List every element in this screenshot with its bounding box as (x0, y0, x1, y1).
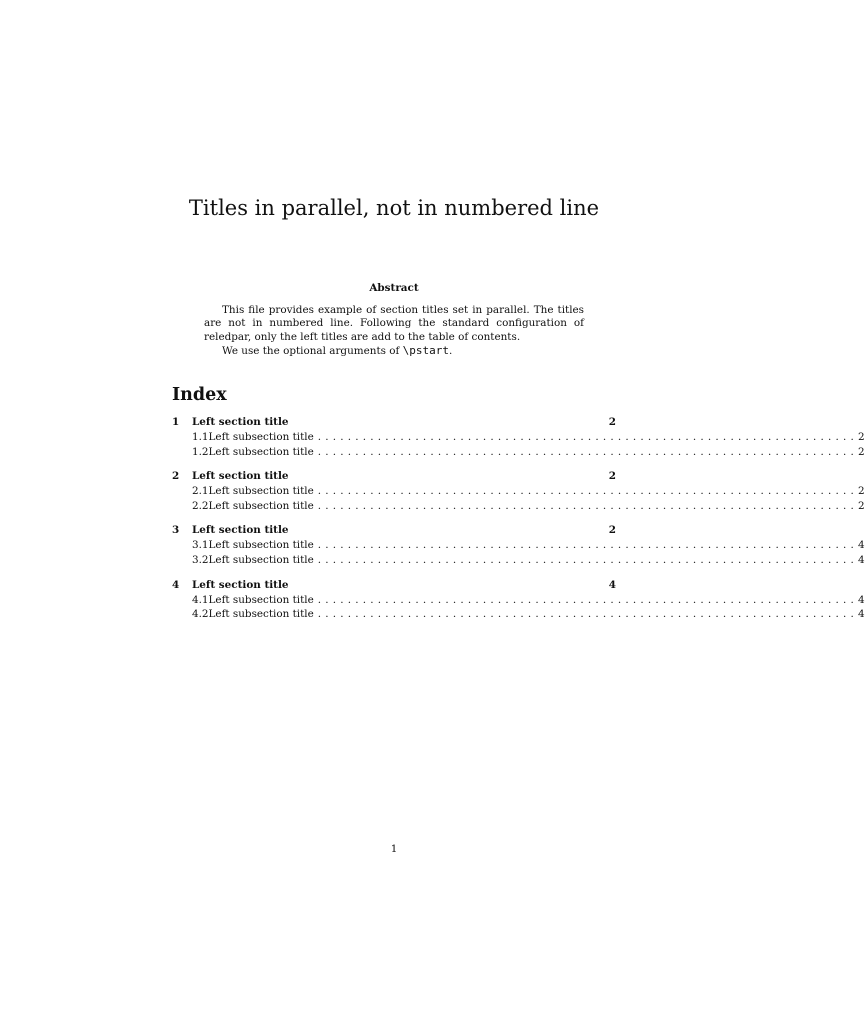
toc-section-entry[interactable] (172, 416, 616, 431)
subsection-title: Left subsection title (208, 553, 314, 566)
toc-subsection-entry[interactable] (172, 593, 865, 609)
section-page: 2 (608, 524, 616, 537)
subsection-page: 4 (858, 608, 865, 621)
dot-leader: ........................................................................ (317, 445, 858, 458)
abstract-paragraph (204, 344, 584, 359)
toc-section (172, 578, 865, 623)
subsection-page: 4 (858, 593, 865, 606)
section-page: 2 (608, 416, 616, 428)
subsection-page: 2 (858, 445, 865, 458)
dot-leader: ........................................................................ (317, 485, 858, 498)
dot-leader: ........................................................................ (317, 553, 858, 566)
subsection-title: Left subsection title (208, 445, 314, 458)
page-number: 1 (390, 843, 398, 855)
subsection-number: 3.1 (192, 539, 209, 552)
section-page: 2 (608, 470, 616, 483)
toc-subsection-entry[interactable] (172, 445, 865, 461)
subsection-page: 2 (858, 485, 865, 498)
abstract (204, 282, 584, 359)
dot-leader: ........................................................................ (317, 539, 858, 552)
subsection-title: Left subsection title (208, 485, 314, 498)
toc-subsection-entry[interactable] (172, 431, 865, 446)
toc-section (172, 416, 865, 460)
subsection-title: Left subsection title (208, 431, 314, 443)
code-command: \pstart (402, 344, 450, 358)
subsection-page: 4 (858, 539, 865, 552)
toc-heading: Index (172, 385, 227, 405)
toc-section (172, 524, 865, 568)
subsection-number: 2.2 (192, 499, 209, 512)
section-title: Left section title (192, 578, 289, 591)
section-title: Left section title (192, 416, 289, 428)
section-number: 1 (172, 416, 180, 428)
subsection-number: 4.1 (192, 593, 209, 606)
dot-leader: ........................................................................ (317, 431, 858, 443)
subsection-number: 2.1 (192, 485, 209, 498)
section-number: 2 (172, 470, 180, 483)
document-title: Titles in parallel, not in numbered line (188, 196, 600, 220)
section-number: 3 (172, 524, 180, 537)
dot-leader: ........................................................................ (317, 608, 858, 621)
subsection-page: 2 (858, 499, 865, 512)
subsection-title: Left subsection title (208, 593, 314, 606)
toc-subsection-entry[interactable] (172, 499, 865, 515)
subsection-page: 2 (858, 431, 865, 443)
toc-section-entry[interactable] (172, 470, 616, 485)
abstract-text: . (449, 345, 453, 358)
section-title: Left section title (192, 470, 289, 483)
toc-section (172, 470, 865, 514)
subsection-title: Left subsection title (208, 499, 314, 512)
abstract-heading: Abstract (369, 282, 419, 294)
toc-section-entry[interactable] (172, 524, 616, 539)
abstract-text: We use the optional arguments of (222, 345, 403, 358)
toc-subsection-entry[interactable] (172, 608, 865, 623)
dot-leader: ........................................................................ (317, 499, 858, 512)
toc-subsection-entry[interactable] (172, 539, 865, 554)
subsection-number: 1.2 (192, 445, 209, 458)
abstract-paragraph: This file provides example of section titles set in parallel. The titles are not in numbered line. Following the standard configuration of reledpar, only the left titles are add to the table of contents. (204, 303, 584, 343)
subsection-number: 4.2 (192, 608, 209, 621)
subsection-number: 1.1 (192, 431, 209, 443)
subsection-page: 4 (858, 553, 865, 566)
subsection-title: Left subsection title (208, 539, 314, 552)
toc-section-entry[interactable] (172, 579, 616, 594)
subsection-number: 3.2 (192, 553, 209, 566)
section-title: Left section title (192, 524, 289, 537)
toc-subsection-entry[interactable] (172, 553, 865, 569)
section-number: 4 (172, 578, 180, 591)
toc-subsection-entry[interactable] (172, 485, 865, 500)
subsection-title: Left subsection title (208, 608, 314, 621)
table-of-contents (172, 416, 865, 633)
dot-leader: ........................................................................ (317, 593, 858, 606)
section-page: 4 (608, 578, 616, 591)
